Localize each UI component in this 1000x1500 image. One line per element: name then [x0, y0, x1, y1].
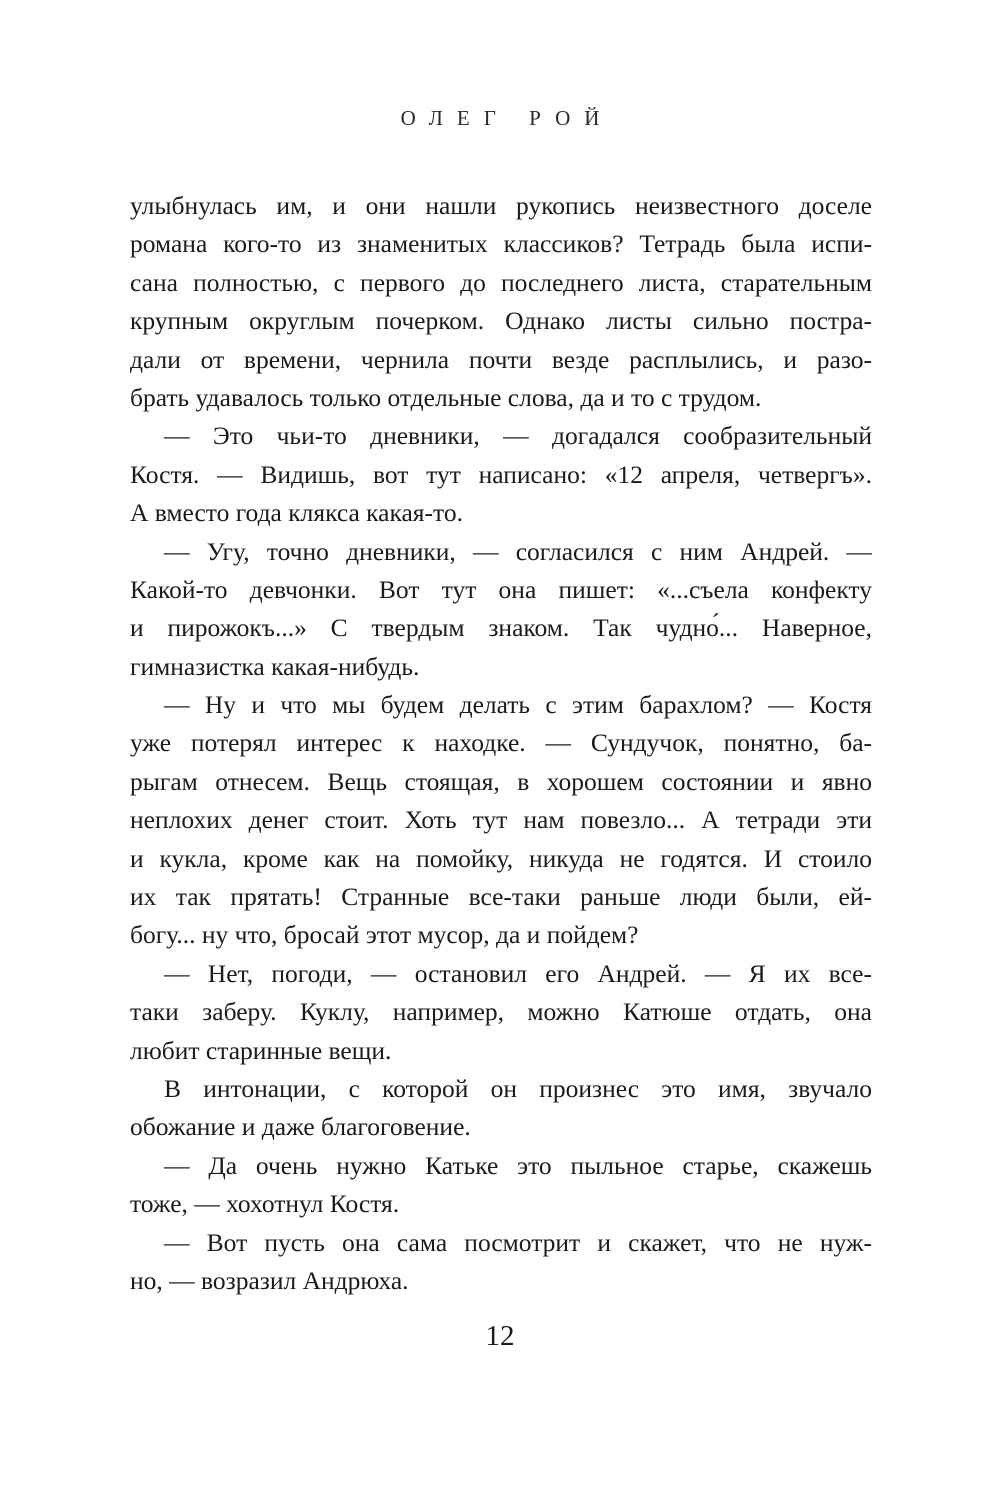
text-line: но, — возразил Андрюха.	[130, 1265, 409, 1295]
text-line: крупным округлым почерком. Однако листы сильно постра-	[130, 306, 872, 336]
text-line: романа кого-то из знаменитых классиков? Тетрадь была испи-	[130, 229, 872, 259]
text-line: сана полностью, с первого до последнего листа, старательным	[130, 267, 872, 297]
text-line: и кукла, кроме как на помойку, никуда не годятся. И стоило	[130, 843, 872, 873]
text-line: дали от времени, чернила почти везде расплылись, и разо-	[130, 344, 872, 374]
text-line: А вместо года клякса какая-то.	[130, 498, 463, 528]
text-line: таки заберу. Куклу, например, можно Катюше отдать, она	[130, 997, 872, 1027]
text-line: любит старинные вещи.	[130, 1035, 392, 1065]
text-line: и пирожокъ...» С твердым знаком. Так чудно́... Наверное,	[130, 613, 872, 643]
text-line: — Вот пусть она сама посмотрит и скажет, что не нуж-	[164, 1227, 872, 1257]
text-line: Костя. — Видишь, вот тут написано: «12 апреля, четвергъ».	[130, 459, 872, 489]
running-head: ОЛЕГ РОЙ	[400, 106, 614, 130]
text-line: брать удавалось только отдельные слова, да и то с трудом.	[130, 382, 762, 412]
text-line: их так прятать! Странные все-таки раньше люди были, ей-	[130, 882, 872, 912]
text-line: — Ну и что мы будем делать с этим барахлом? — Костя	[164, 690, 872, 720]
text-line: Какой-то девчонки. Вот тут она пишет: «...съела конфекту	[130, 574, 872, 604]
text-line: богу... ну что, бросай этот мусор, да и пойдем?	[130, 920, 639, 950]
text-line: — Нет, погоди, — остановил его Андрей. — Я их все-	[164, 958, 872, 988]
text-line: В интонации, с которой он произнес это имя, звучало	[164, 1073, 872, 1103]
text-line: улыбнулась им, и они нашли рукопись неизвестного доселе	[130, 191, 872, 220]
text-line: обожание и даже благоговение.	[130, 1112, 471, 1142]
text-line: тоже, — хохотнул Костя.	[130, 1189, 400, 1219]
text-line: неплохих денег стоит. Хоть тут нам повезло... А тетради эти	[130, 805, 872, 835]
page-number: 12	[485, 1320, 515, 1352]
text-line: — Да очень нужно Катьке это пыльное старье, скажешь	[164, 1150, 872, 1180]
text-line: рыгам отнесем. Вещь стоящая, в хорошем состоянии и явно	[130, 766, 872, 796]
text-line: — Угу, точно дневники, — согласился с ним Андрей. —	[164, 536, 872, 566]
text-line: гимназистка какая-нибудь.	[130, 651, 420, 681]
text-line: уже потерял интерес к находке. — Сундучок, понятно, ба-	[130, 728, 872, 758]
text-line: — Это чьи-то дневники, — догадался сообразительный	[164, 421, 872, 451]
body-text	[130, 187, 872, 1300]
